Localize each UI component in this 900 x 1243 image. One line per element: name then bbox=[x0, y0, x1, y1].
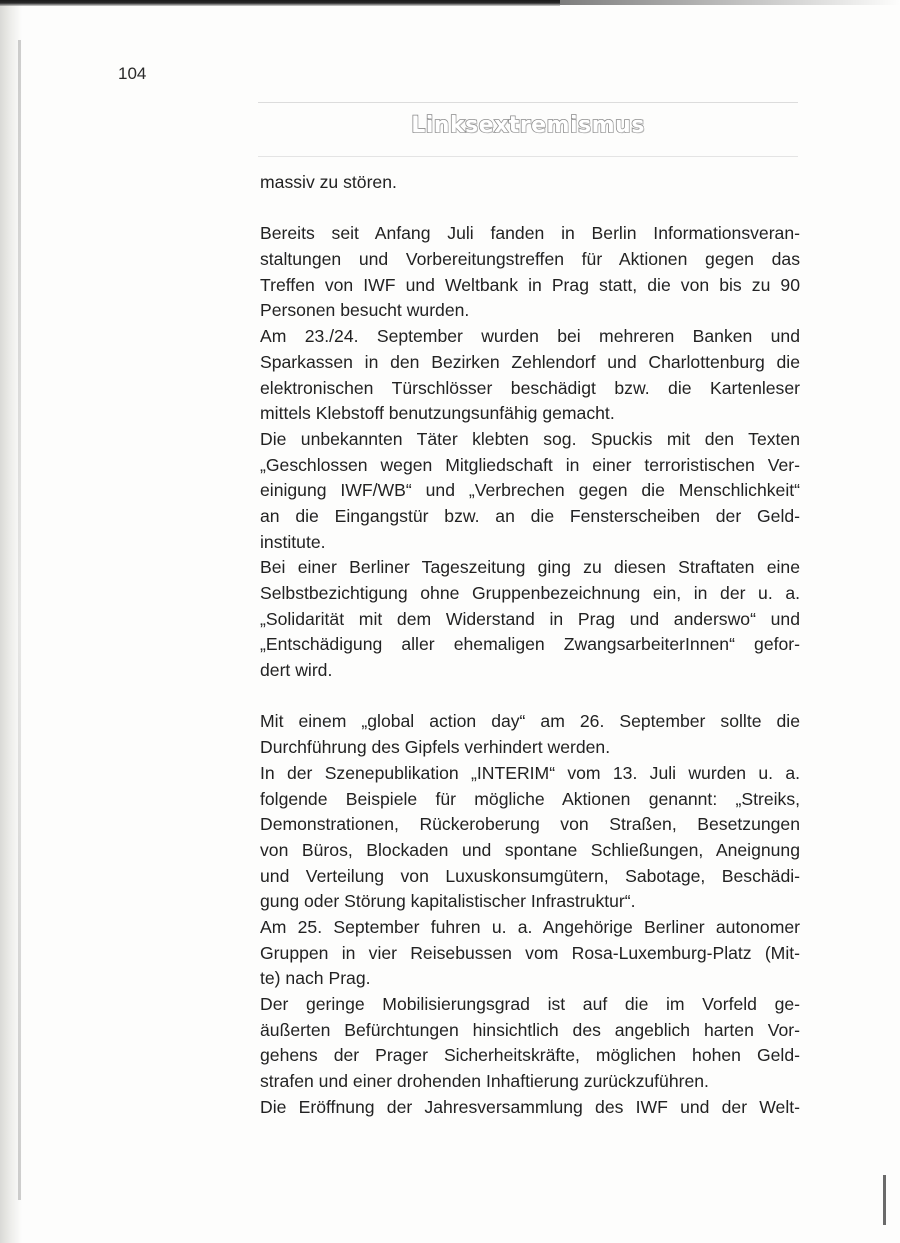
text-line: Am 23./24. September wurden bei mehreren Banken und bbox=[260, 326, 800, 347]
text-line: „Solidarität mit dem Widerstand in Prag und anderswo“ und bbox=[260, 608, 800, 629]
section-title: Linksextremismus bbox=[411, 113, 645, 138]
text-line: an die Eingangstür bzw. an die Fensterscheiben der Geld- bbox=[260, 505, 800, 526]
paragraph bbox=[260, 761, 800, 915]
scan-right-mark bbox=[883, 1175, 886, 1225]
scan-top-edge-fade bbox=[560, 0, 900, 5]
page-number: 104 bbox=[118, 64, 147, 83]
text-line: Treffen von IWF und Weltbank in Prag statt, die von bis zu 90 bbox=[260, 274, 800, 295]
text-line: institute. bbox=[260, 531, 326, 552]
paragraph bbox=[260, 221, 800, 324]
header-rule-bottom bbox=[258, 156, 798, 157]
text-line: Die unbekannten Täter klebten sog. Spuckis mit den Texten bbox=[260, 428, 800, 449]
text-line: „Entschädigung aller ehemaligen ZwangsarbeiterInnen“ gefor- bbox=[260, 634, 800, 655]
text-line: Gruppen in vier Reisebussen vom Rosa-Luxemburg-Platz (Mit- bbox=[260, 942, 800, 963]
paragraph bbox=[260, 915, 800, 992]
paragraph bbox=[260, 324, 800, 427]
text-line: In der Szenepublikation „INTERIM“ vom 13. Juli wurden u. a. bbox=[260, 762, 800, 783]
text-line: äußerten Befürchtungen hinsichtlich des angeblich harten Vor- bbox=[260, 1019, 800, 1040]
scan-top-edge bbox=[0, 0, 560, 6]
text-line: te) nach Prag. bbox=[260, 968, 371, 989]
text-line: Der geringe Mobilisierungsgrad ist auf die im Vorfeld ge- bbox=[260, 994, 800, 1014]
paragraph bbox=[260, 1095, 800, 1121]
text-line: Die Eröffnung der Jahresversammlung des IWF und der Welt- bbox=[260, 1096, 800, 1117]
text-line: strafen und einer drohenden Inhaftierung zurückzuführen. bbox=[260, 1071, 709, 1092]
text-line: Bei einer Berliner Tageszeitung ging zu diesen Straftaten eine bbox=[260, 557, 800, 578]
header-rule-top bbox=[258, 102, 798, 103]
paragraph bbox=[260, 709, 800, 760]
text-line: elektronischen Türschlösser beschädigt bzw. die Kartenleser bbox=[260, 377, 800, 398]
text-line: Durchführung des Gipfels verhindert werden. bbox=[260, 737, 611, 758]
text-line: Demonstrationen, Rückeroberung von Straßen, Besetzungen bbox=[260, 814, 800, 835]
paragraph bbox=[260, 555, 800, 683]
text-line: Mit einem „global action day“ am 26. September sollte die bbox=[260, 711, 800, 732]
text-line: Selbstbezichtigung ohne Gruppenbezeichnung ein, in der u. a. bbox=[260, 583, 800, 603]
text-line: gung oder Störung kapitalistischer Infrastruktur“. bbox=[260, 891, 636, 912]
text-line: und Verteilung von Luxuskonsumgütern, Sabotage, Beschädi- bbox=[260, 865, 800, 886]
paragraph-gap bbox=[260, 684, 800, 710]
text-line: folgende Beispiele für mögliche Aktionen genannt: „Streiks, bbox=[260, 788, 800, 809]
text-line: mittels Klebstoff benutzungsunfähig gemacht. bbox=[260, 403, 615, 424]
text-line: Sparkassen in den Bezirken Zehlendorf und Charlottenburg die bbox=[260, 351, 800, 372]
paragraph bbox=[260, 427, 800, 555]
text-line: gehens der Prager Sicherheitskräfte, möglichen hohen Geld- bbox=[260, 1045, 800, 1066]
text-line: von Büros, Blockaden und spontane Schließungen, Aneignung bbox=[260, 839, 800, 860]
text-line: einigung IWF/WB“ und „Verbrechen gegen die Menschlichkeit“ bbox=[260, 480, 800, 501]
text-line: „Geschlossen wegen Mitgliedschaft in einer terroristischen Ver- bbox=[260, 454, 800, 475]
paragraph-gap bbox=[260, 196, 800, 222]
text-line: staltungen und Vorbereitungstreffen für Aktionen gegen das bbox=[260, 249, 800, 270]
paragraph bbox=[260, 170, 800, 196]
text-line: Bereits seit Anfang Juli fanden in Berlin Informationsveran- bbox=[260, 223, 800, 244]
paragraph bbox=[260, 992, 800, 1095]
text-line: dert wird. bbox=[260, 660, 333, 681]
text-line: Am 25. September fuhren u. a. Angehörige Berliner autonomer bbox=[260, 916, 800, 937]
scan-binding-mark bbox=[18, 40, 21, 1200]
text-line: Personen besucht wurden. bbox=[260, 300, 470, 321]
body-text bbox=[260, 170, 800, 1120]
text-line: massiv zu stören. bbox=[260, 172, 397, 192]
